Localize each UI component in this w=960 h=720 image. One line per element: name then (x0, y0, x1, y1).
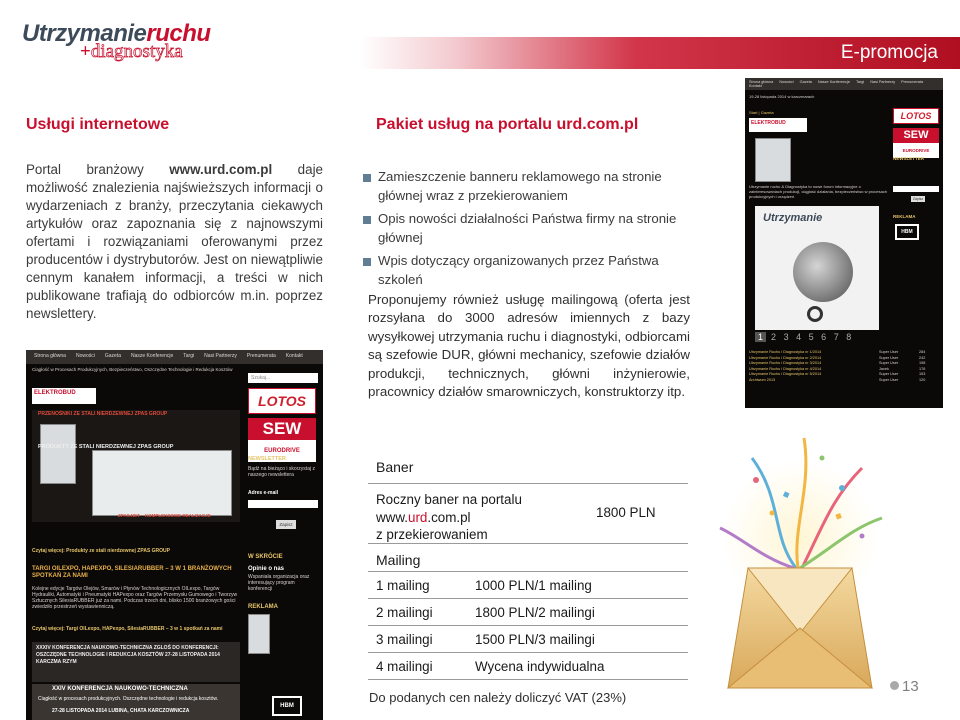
nav-item: Nasze Konferencje (131, 353, 174, 359)
email-label: Adres e-mail (248, 490, 279, 496)
logo-sub-word: diagnostyka (90, 41, 183, 62)
list-item (749, 378, 939, 384)
nav-item: Nowości (75, 353, 95, 359)
square-bullet-icon (363, 216, 371, 224)
baner-url-b: urd (408, 509, 428, 525)
baner-header-row (368, 448, 688, 484)
list-item-author: Super User (879, 350, 899, 354)
cabinet-image (755, 138, 791, 182)
row-label: 4 mailingi (376, 659, 433, 674)
gazeta-list (749, 350, 939, 383)
row-price: Wycena indywidualna (475, 659, 605, 674)
zpas-caption: ZPAS.NET – KOMPLEKSOWE REALIZACJE (118, 513, 211, 518)
lotos-label: LOTOS (258, 393, 306, 409)
list-item-author: Super User (879, 361, 899, 365)
baner-row (368, 484, 688, 544)
page-link[interactable]: 2 (771, 332, 777, 342)
gazeta-intro: Utrzymanie ruchu & Diagnostyka to nowe forum informacyjne o zainteresowaniach produkcji, ciągłość działania, bezpieczeństwo w procesach produkcyjnych i urządzeń. (749, 184, 888, 199)
envelope-icon (728, 568, 872, 688)
elektrobud-label: ELEKTROBUD (34, 390, 76, 396)
zpas-heading-2: PRODUKTY ZE STALI NIERDZEWNEJ ZPAS GROUP (38, 444, 174, 450)
portal-search-box (248, 373, 318, 383)
table-row (368, 626, 688, 653)
read-more-link-2: Czytaj więcej: Targi OILexpo, HAPexpo, SilesiaRUBBER – 3 w 1 spotkań za nami (32, 626, 223, 632)
targi-text: Kolejne edycje Targów Olejów, Smarów i Płynów Technologicznych OILexpo, Targów Hydrauliki, Automatyki i Pneumatyki HAPexpo oraz Targów Przemysłu Gumowego i Tworzyw Sztucznych SilesiaRUBBER już za nami. Podczas trzech dni, blisko 1500 branżowych gości zwiedziło przestrzeń wystawienniczą. (32, 586, 238, 610)
left-heading: Usługi internetowe (26, 116, 170, 133)
page-link[interactable]: 1 (755, 332, 766, 342)
intro-url: www.urd.com.pl (169, 162, 273, 177)
konferencja-location-2: 27-28 LISTOPADA 2014 LUBINA, CHATA KARCZOWNICZA (52, 708, 190, 714)
bullet-item (368, 209, 688, 247)
sew-banner (893, 128, 939, 152)
bullet-item (368, 167, 688, 205)
sew-label: SEW (262, 419, 302, 438)
opinie-text: Wspaniała organizacja oraz interesujący program konferencji (248, 574, 310, 592)
nav-item: Strona główna (34, 353, 66, 359)
elektrobud-banner (32, 388, 96, 404)
bullet-text: Opis nowości działalności Państwa firmy na stronie głównej (378, 211, 677, 245)
list-item-count: 176 (919, 366, 926, 371)
elektrobud-label: ELEKTROBUD (751, 120, 786, 126)
portal-tagline: Ciągłość w Procesach Produkcyjnych, Bezpieczeństwo, Oszczędne Technologie i Redukcja Kosztów (32, 367, 233, 372)
bullet-text: Wpis dotyczący organizowanych przez Państwa szkoleń (378, 253, 659, 287)
nav-item: Gazeta (104, 353, 121, 359)
baner-heading: Baner (376, 459, 414, 475)
row-price: 1800 PLN/2 mailingi (475, 605, 595, 620)
zpas-heading-1: PRZENOŚNIKI ZE STALI NIERDZEWNEJ ZPAS GROUP (38, 411, 168, 417)
page-link[interactable]: 8 (846, 332, 852, 342)
read-more-link-1: Czytaj więcej: Produkty ze stali nierdzewnej ZPAS GROUP (32, 548, 170, 554)
row-price: 1000 PLN/1 mailing (475, 578, 592, 593)
w-skrocie-heading: W SKRÓCIE (248, 554, 283, 560)
table-row (368, 599, 688, 626)
logo-sub-text (80, 42, 183, 62)
sew-label: SEW (903, 129, 929, 141)
nav-item: Prenumerata (246, 353, 276, 359)
elektrobud-banner (749, 118, 807, 132)
row-label: 2 mailingi (376, 605, 433, 620)
service-bullets (368, 167, 688, 293)
gazeta-screenshot (745, 78, 943, 408)
intro-prefix: Portal branżowy (26, 162, 170, 177)
page-number-value: 13 (902, 678, 919, 695)
konferencja-banner-2 (32, 684, 240, 720)
reklama-heading: REKLAMA (893, 214, 916, 219)
lotos-label: LOTOS (900, 111, 932, 121)
list-item-author: Jacek (879, 366, 889, 371)
newsletter-text: Bądź na bieżąco i skorzystaj z naszego newslettera (248, 466, 315, 478)
hbm-logo: HBM (895, 224, 919, 240)
vat-note: Do podanych cen należy doliczyć VAT (23%) (369, 690, 627, 705)
nav-item: Targi (855, 80, 865, 84)
konferencja-banner-1 (32, 642, 240, 682)
reklama-cabinet-image (248, 614, 270, 654)
intro-paragraph (26, 161, 323, 323)
zpas-product-image (92, 450, 232, 516)
page-link[interactable]: 4 (796, 332, 802, 342)
lotos-banner (248, 388, 316, 414)
baner-url-c: .com.pl (427, 509, 471, 525)
page-link[interactable]: 3 (783, 332, 789, 342)
row-label: 3 mailingi (376, 632, 433, 647)
list-item-title: Utrzymanie Ruchu i Diagnostyka nr 5/2014 (749, 372, 822, 376)
cabinet-image (40, 424, 76, 484)
list-item-title: Utrzymanie Ruchu i Diagnostyka nr 2/2014 (749, 355, 822, 360)
nav-item: Kontakt (749, 84, 762, 88)
list-item-count: 242 (919, 355, 926, 360)
event-dates: 19-28 listopada 2014 w karczmarach (749, 94, 815, 99)
gazeta-nav-bar (745, 78, 943, 90)
search-placeholder: Szukaj... (251, 375, 271, 381)
row-price: 1500 PLN/3 mailingi (475, 632, 595, 647)
baner-line-2 (376, 509, 522, 527)
reklama-heading: REKLAMA (248, 604, 278, 610)
nav-item: Nasi Partnerzy (870, 80, 896, 84)
row-label: 1 mailing (376, 578, 430, 593)
urd-logo (22, 20, 212, 64)
konferencja-title-2: XXIV KONFERENCJA NAUKOWO-TECHNICZNA (52, 686, 188, 692)
list-item-title: Utrzymanie Ruchu i Diagnostyka nr 3/2014 (749, 361, 822, 365)
list-item-author: Super User (879, 355, 899, 360)
list-item-title: Utrzymanie Ruchu i Diagnostyka nr 4/2014 (749, 366, 822, 371)
targi-heading: TARGI OILEXPO, HAPEXPO, SILESIARUBBER – 3 W 1 BRANŻOWYCH SPOTKAŃ ZA NAMI (32, 566, 232, 579)
logo-part-a: Utrzymanie (22, 20, 147, 47)
nav-item: Kontakt (285, 353, 303, 359)
sew-banner (248, 418, 316, 452)
envelope-illustration (712, 418, 892, 720)
nav-item: Gazeta (799, 80, 812, 84)
square-bullet-icon (363, 258, 371, 266)
page-link[interactable]: 7 (833, 332, 839, 342)
mailing-heading: Mailing (376, 552, 421, 568)
sew-sub-label: EURODRIVE (248, 440, 316, 462)
email-input (248, 500, 318, 508)
breadcrumb: Start | Gazeta (749, 110, 774, 115)
nav-item: Nowości (779, 80, 794, 84)
list-item-count: 120 (919, 377, 926, 382)
konferencja-text-1: XXXIV KONFERENCJA NAUKOWO-TECHNICZNA ZGLOŚ DO KONFERENCJI: OSZCZĘDNE TECHNOLOGIE I REDUKCJA KOSZTÓW 27-28 LISTOPADA 2014 KARCZMA RZYM (36, 645, 220, 665)
nav-item: Nasze Konferencje (817, 80, 850, 84)
portal-screenshot (26, 350, 323, 720)
subscribe-button: Zapisz (276, 520, 296, 529)
bullet-text: Zamieszczenie banneru reklamowego na stronie głównej wraz z przekierowaniem (378, 169, 662, 203)
logo-plus: + (80, 41, 91, 62)
sew-sub-label: EURODRIVE (893, 143, 939, 158)
magazine-cover (755, 206, 879, 330)
konferencja-subtitle-2: Ciągłość w procesach produkcyjnych. Oszczędne technologie i redukcja kosztów. (38, 696, 219, 702)
list-item-author: Super User (879, 377, 899, 382)
intro-rest: daje możliwość znalezienia najświeższych informacji o wydarzeniach z branży, przeczytania ciekawych artykułów oraz zapoznania się z najnowszymi ofertami i rozwiązaniami oferowanymi przez producentów i dystrybutorów. Jest on niewątpliwie cennym kanałem informacji, a treści w nich publikowane trafiają do odbiorców m.in. poprzez newslettery. (26, 162, 323, 321)
opinie-heading: Opinie o nas (248, 566, 285, 572)
page-number (890, 678, 919, 695)
list-item-count: 284 (919, 350, 926, 354)
lotos-banner (893, 108, 939, 124)
portal-nav-bar (26, 350, 323, 364)
list-item-count: 153 (919, 372, 926, 376)
hbm-logo: HBM (272, 696, 302, 716)
header-bar (360, 37, 960, 69)
list-item-title: Utrzymanie Ruchu i Diagnostyka nr 1/2014 (749, 350, 822, 354)
bullet-item (368, 251, 688, 289)
pagination[interactable] (755, 332, 851, 342)
cover-logo: Utrzymanie (763, 212, 823, 224)
baner-description (376, 491, 522, 544)
newsletter-heading: NEWSLETTER (248, 456, 286, 462)
list-item-author: Super User (879, 372, 899, 376)
right-heading: Pakiet usług na portalu urd.com.pl (376, 116, 639, 133)
nav-item: Prenumerata (901, 80, 924, 84)
nav-item: Strona główna (749, 80, 774, 84)
baner-url-a: www. (376, 509, 408, 525)
logo-part-b: ruchu (146, 20, 211, 47)
page-title: E-promocja (840, 42, 938, 63)
newsletter-heading: NEWSLETTER (893, 156, 924, 161)
list-item-title: Archiwum 2013 (749, 377, 776, 382)
mailing-paragraph: Proponujemy również usługę mailingową (oferta jest rozsyłana do 3000 adresów imiennych z bazy wysyłkowej utrzymania ruchu i diagnostyki, odbiorcami są szefowie DUR, główni mechanicy, szefowie działów produkcji, technicznych, główni inżynierowie, pracownicy działów smarowniczych, konstruktorzy itp. (368, 292, 690, 400)
baner-price: 1800 PLN (596, 505, 656, 520)
pricing-table (368, 448, 688, 680)
list-item-count: 198 (919, 361, 926, 365)
baner-line-1: Roczny baner na portalu (376, 492, 522, 507)
mailing-header-row (368, 544, 688, 572)
table-row (368, 572, 688, 599)
subscribe-button: Zapisz (912, 197, 924, 201)
power-icon (807, 306, 823, 322)
baner-line-3: z przekierowaniem (376, 527, 488, 542)
page-link[interactable]: 6 (821, 332, 827, 342)
table-row (368, 653, 688, 680)
zpas-image-area (32, 410, 240, 522)
page-link[interactable]: 5 (808, 332, 814, 342)
nav-item: Nasi Partnerzy (204, 353, 237, 359)
gears-image (793, 242, 853, 302)
nav-item: Targi (183, 353, 195, 359)
email-input (893, 186, 939, 192)
square-bullet-icon (363, 174, 371, 182)
